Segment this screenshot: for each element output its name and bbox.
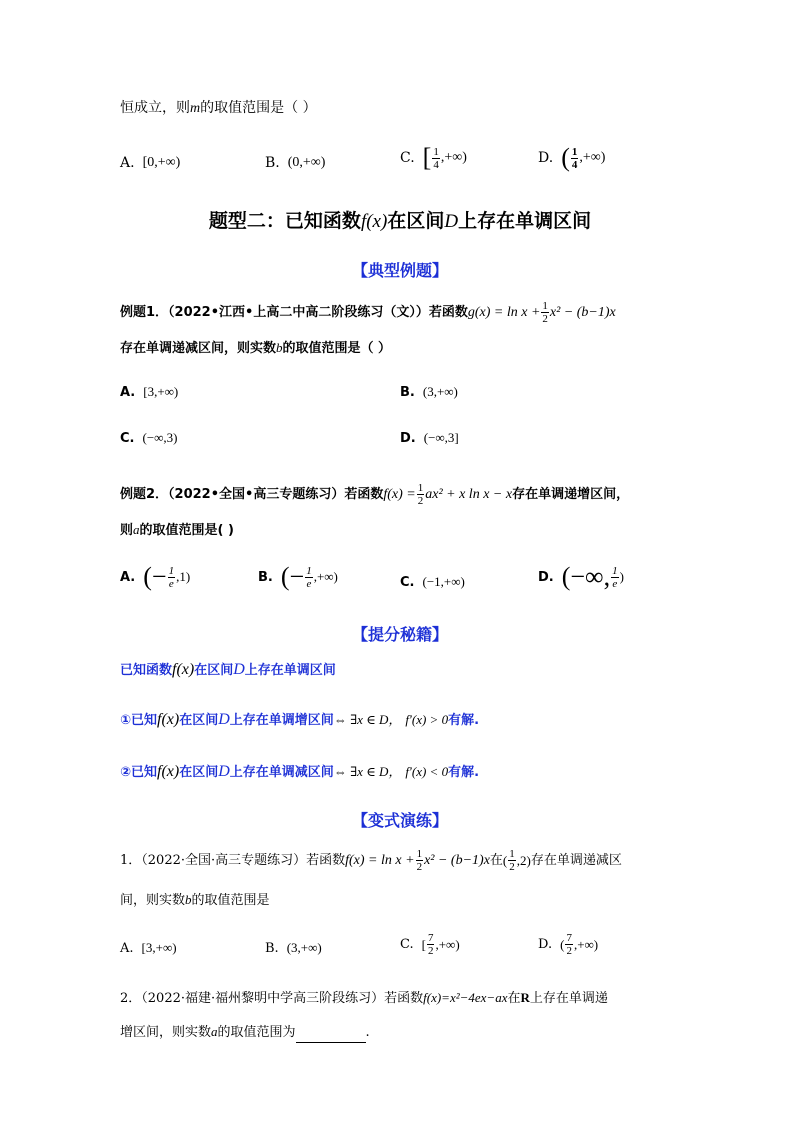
option-label: A. <box>120 384 136 400</box>
option-label: D. <box>538 569 554 585</box>
q1-option-b <box>265 940 322 956</box>
option-rest: ,+∞) <box>313 569 338 584</box>
q1-option-a <box>120 940 177 956</box>
fraction <box>541 300 549 325</box>
q1-text: 间，则实数 <box>120 893 186 908</box>
bracket: (− <box>143 562 167 591</box>
q1-line2 <box>120 890 270 911</box>
typical-examples-heading: 【典型例题】 <box>351 261 448 280</box>
var-a: a <box>133 522 140 537</box>
option-rest: ) <box>619 569 624 584</box>
tips-inequality: f′(x) < 0 <box>405 764 449 779</box>
formula-part: ax² + x ln x − x <box>425 486 513 502</box>
example1-prefix: 例题1．（2022•江西•上高二中高二阶段练习（文））若函数 <box>120 304 468 320</box>
option-value: [3,+∞) <box>143 384 179 399</box>
fraction <box>416 848 424 873</box>
example1-text-end: 的取值范围是（ ） <box>282 341 392 356</box>
example2-option-c <box>400 574 465 590</box>
bracket: ( <box>560 936 565 952</box>
q2-text-end: 的取值范围为 <box>217 1025 296 1040</box>
frac-num: 1 <box>168 564 175 577</box>
option-rest: ,1) <box>176 569 191 584</box>
variant-practice-heading: 【变式演练】 <box>351 811 448 830</box>
option-rest: ,+∞) <box>435 936 460 952</box>
example2-line1 <box>120 482 629 507</box>
bracket: ( <box>502 852 508 868</box>
example1-option-a <box>120 384 178 400</box>
title-var-d: D <box>444 211 459 232</box>
q1-text: 在 <box>489 852 503 868</box>
frac-den: 4 <box>433 158 439 171</box>
q2-period: . <box>365 1025 370 1040</box>
interval-rest: ,2) <box>516 852 531 868</box>
tips-var-d: D <box>233 661 245 678</box>
q1-text-end: 的取值范围是 <box>191 893 270 908</box>
frac-num: 7 <box>427 932 434 944</box>
option-label: B. <box>265 940 279 956</box>
option-label: D. <box>538 937 553 952</box>
q2-text: 增区间，则实数 <box>120 1025 212 1040</box>
frac-den: 2 <box>416 861 423 873</box>
bracket: ( <box>561 143 570 172</box>
tips-var-d: D <box>218 763 230 780</box>
var-b: b <box>276 340 283 355</box>
q2-line2 <box>120 1022 370 1043</box>
tips-text: 上存在单调减区间 <box>229 765 334 780</box>
option-value: [3,+∞) <box>141 940 177 955</box>
q2-text: 在 <box>507 991 521 1006</box>
section-title <box>0 206 800 233</box>
option-value: [0,+∞) <box>142 155 181 170</box>
fraction <box>305 565 313 590</box>
option-label: C. <box>400 574 415 590</box>
frac-num: 1 <box>509 848 515 860</box>
frac-den: 2 <box>427 945 434 957</box>
example1-text: 存在单调递减区间，则实数 <box>120 341 277 356</box>
option-value: (−∞,3] <box>423 430 459 445</box>
q2-formula: f(x)=x²−4ex−ax <box>423 990 508 1005</box>
example2-text-end: 的取值范围是( ) <box>139 523 234 538</box>
example2-prefix: 例题2．（2022•全国•高三专题练习）若函数 <box>120 486 384 502</box>
fraction <box>427 932 435 957</box>
option-value: (0,+∞) <box>287 155 326 170</box>
option-value: (−1,+∞) <box>422 574 465 589</box>
tips-text: 上存在单调区间 <box>244 663 336 678</box>
tips-text: ②已知 <box>120 765 158 780</box>
fraction <box>565 932 573 957</box>
title-fx: f(x) <box>360 211 388 232</box>
frac-num: 7 <box>566 932 572 944</box>
example1-option-b <box>400 384 458 400</box>
fraction <box>571 146 579 171</box>
tips-fx: f(x) <box>172 661 195 678</box>
example2-option-b <box>258 564 338 590</box>
example2-suffix: 存在单调递增区间， <box>512 486 630 502</box>
q2-set-r: R <box>520 990 530 1005</box>
option-value: (−∞,3) <box>142 430 178 445</box>
option-label: B. <box>258 569 273 585</box>
q1-option-c <box>400 932 460 957</box>
tips-text: 在区间 <box>179 713 219 728</box>
option-rest: ,+∞) <box>579 150 606 165</box>
frac-den: 2 <box>566 945 572 957</box>
tips-item-2 <box>120 762 479 783</box>
formula-part: f(x) = <box>383 486 416 502</box>
tips-text: 上存在单调增区间 <box>229 713 334 728</box>
tips-text: 有解. <box>448 765 480 780</box>
frac-den: e <box>612 577 618 590</box>
var-b: b <box>185 892 192 907</box>
top-option-b <box>265 155 325 171</box>
option-label: A. <box>120 940 134 956</box>
bracket: (− <box>280 562 305 591</box>
frac-num: 1 <box>306 564 312 577</box>
tips-text: ①已知 <box>120 713 158 728</box>
example1-option-c <box>120 430 178 446</box>
var-a: a <box>211 1024 218 1039</box>
tips-var-d: D <box>218 711 230 728</box>
fraction <box>611 565 619 590</box>
frac-num: 1 <box>542 300 548 312</box>
tips-text: 有解. <box>448 713 480 728</box>
frac-num: 1 <box>417 482 424 494</box>
continuation-text-end: 的取值范围是（ ） <box>200 100 317 116</box>
option-rest: ,+∞) <box>573 936 599 952</box>
option-value: (3,+∞) <box>286 940 322 955</box>
option-label: D. <box>538 150 554 166</box>
option-value: (3,+∞) <box>422 384 458 399</box>
q1-line1 <box>120 848 622 873</box>
bracket: [ <box>422 143 432 172</box>
top-option-d <box>538 145 605 171</box>
fraction <box>432 146 440 171</box>
option-label: B. <box>400 384 415 400</box>
q1-suffix: 存在单调递减区 <box>530 852 622 868</box>
formula-part: f(x) = ln x + <box>345 852 415 868</box>
frac-num: 1 <box>612 564 618 577</box>
tips-item-1 <box>120 710 479 731</box>
q2-suffix: 上存在单调递 <box>529 991 608 1006</box>
frac-den: 2 <box>417 495 424 507</box>
frac-den: 4 <box>571 158 578 171</box>
q2-line1 <box>120 988 608 1009</box>
frac-den: e <box>306 577 312 590</box>
option-label: C. <box>400 937 414 952</box>
bracket: (−∞, <box>561 562 611 591</box>
option-label: A. <box>120 155 135 171</box>
fraction <box>168 565 176 590</box>
fraction <box>508 848 516 873</box>
frac-den: 2 <box>542 313 548 325</box>
example2-text: 则 <box>120 523 134 538</box>
q1-option-d <box>538 932 598 957</box>
option-rest: ,+∞) <box>440 150 467 165</box>
example2-option-d <box>538 564 624 590</box>
option-label: A. <box>120 569 136 585</box>
var-m: m <box>190 101 201 116</box>
continuation-text: 恒成立，则 <box>120 100 190 116</box>
q2-prefix: 2．（2022·福建·福州黎明中学高三阶段练习）若函数 <box>120 991 424 1006</box>
option-label: C. <box>400 150 415 166</box>
option-label: C. <box>120 430 135 446</box>
fraction <box>417 482 425 507</box>
tips-heading: 【提分秘籍】 <box>351 625 448 644</box>
title-text-end: 上存在单调区间 <box>458 210 592 232</box>
example1-option-d <box>400 430 459 446</box>
tips-fx: f(x) <box>157 711 180 728</box>
tips-text: 在区间 <box>194 663 234 678</box>
tips-condition: ⇔ ∃x ∈ D， <box>333 764 402 779</box>
frac-den: e <box>168 577 174 590</box>
formula-part: x² − (b−1)x <box>549 304 616 320</box>
frac-num: 1 <box>433 145 439 158</box>
frac-den: 2 <box>509 861 515 873</box>
formula-part: x² − (b−1)x <box>424 852 490 868</box>
option-label: B. <box>265 155 280 171</box>
formula-part: g(x) = ln x + <box>467 304 541 320</box>
q1-prefix: 1．（2022·全国·高三专题练习）若函数 <box>120 852 346 868</box>
frac-num: 1 <box>416 848 423 860</box>
answer-blank[interactable] <box>296 1028 366 1043</box>
example2-option-a <box>120 564 190 590</box>
example1-line1 <box>120 300 616 325</box>
top-option-a <box>120 155 180 171</box>
tips-inequality: f′(x) > 0 <box>405 712 449 727</box>
bracket: [ <box>421 936 426 952</box>
tips-condition: ⇔ ∃x ∈ D， <box>333 712 402 727</box>
example1-line2 <box>120 338 391 359</box>
top-option-c <box>400 145 467 171</box>
frac-num: 1 <box>571 145 578 158</box>
example2-line2 <box>120 520 234 541</box>
tips-intro <box>120 660 336 681</box>
continuation-line <box>120 98 317 119</box>
title-text: 题型二：已知函数 <box>208 210 361 232</box>
option-label: D. <box>400 430 416 446</box>
tips-text: 已知函数 <box>120 663 173 678</box>
title-text-mid: 在区间 <box>387 210 445 232</box>
tips-text: 在区间 <box>179 765 219 780</box>
tips-fx: f(x) <box>157 763 180 780</box>
